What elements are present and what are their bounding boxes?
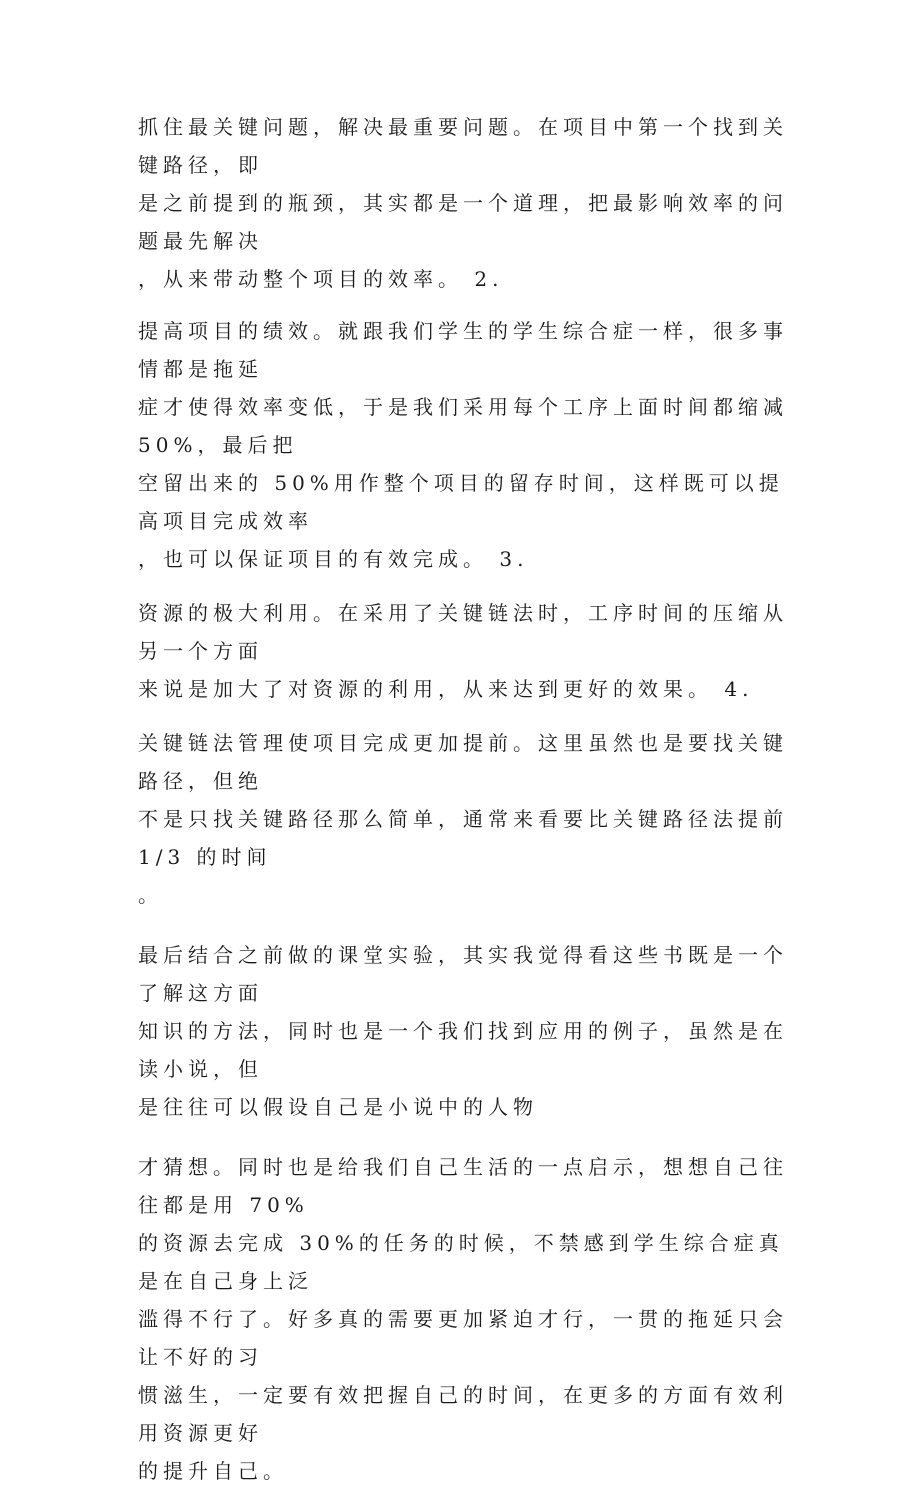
text-line: 的资源去完成 30%的任务的时候，不禁感到学生综合症真是在自己身上泛 <box>138 1231 784 1293</box>
text-line: 知识的方法，同时也是一个我们找到应用的例子，虽然是在读小说，但 <box>138 1019 788 1081</box>
paragraph <box>138 1148 802 1490</box>
text-line: ，也可以保证项目的有效完成。 3. <box>138 547 529 571</box>
text-line: 才猜想。同时也是给我们自己生活的一点启示，想想自己往往都是用 70% <box>138 1155 788 1217</box>
text-line: 。 <box>138 883 163 907</box>
text-line: 惯滋生，一定要有效把握自己的时间，在更多的方面有效利用资源更好 <box>138 1383 788 1445</box>
text-line: 关键链法管理使项目完成更加提前。这里虽然也是要找关键路径，但绝 <box>138 731 788 793</box>
paragraph <box>138 724 802 914</box>
text-line: 资源的极大利用。在采用了关键链法时，工序时间的压缩从另一个方面 <box>138 601 788 663</box>
paragraph <box>138 936 802 1126</box>
text-line: 的提升自己。 <box>138 1459 288 1483</box>
text-line: 抓住最关键问题，解决最重要问题。在项目中第一个找到关键路径，即 <box>138 115 788 177</box>
document-body <box>138 108 802 1490</box>
text-line: 来说是加大了对资源的利用，从来达到更好的效果。 4. <box>138 677 754 701</box>
text-line: 是之前提到的瓶颈，其实都是一个道理，把最影响效率的问题最先解决 <box>138 191 788 253</box>
text-line: ，从来带动整个项目的效率。 2. <box>138 267 504 291</box>
text-line: 症才使得效率变低，于是我们采用每个工序上面时间都缩减 50%，最后把 <box>138 395 788 457</box>
paragraph <box>138 594 802 708</box>
text-line: 不是只找关键路径那么简单，通常来看要比关键路径法提前 1/3 的时间 <box>138 807 788 869</box>
text-line: 空留出来的 50%用作整个项目的留存时间，这样既可以提高项目完成效率 <box>138 471 784 533</box>
paragraph <box>138 312 802 578</box>
text-line: 是往往可以假设自己是小说中的人物 <box>138 1095 538 1119</box>
text-line: 最后结合之前做的课堂实验，其实我觉得看这些书既是一个了解这方面 <box>138 943 788 1005</box>
paragraph <box>138 108 802 298</box>
text-line: 提高项目的绩效。就跟我们学生的学生综合症一样，很多事情都是拖延 <box>138 319 788 381</box>
text-line: 滥得不行了。好多真的需要更加紧迫才行，一贯的拖延只会让不好的习 <box>138 1307 788 1369</box>
